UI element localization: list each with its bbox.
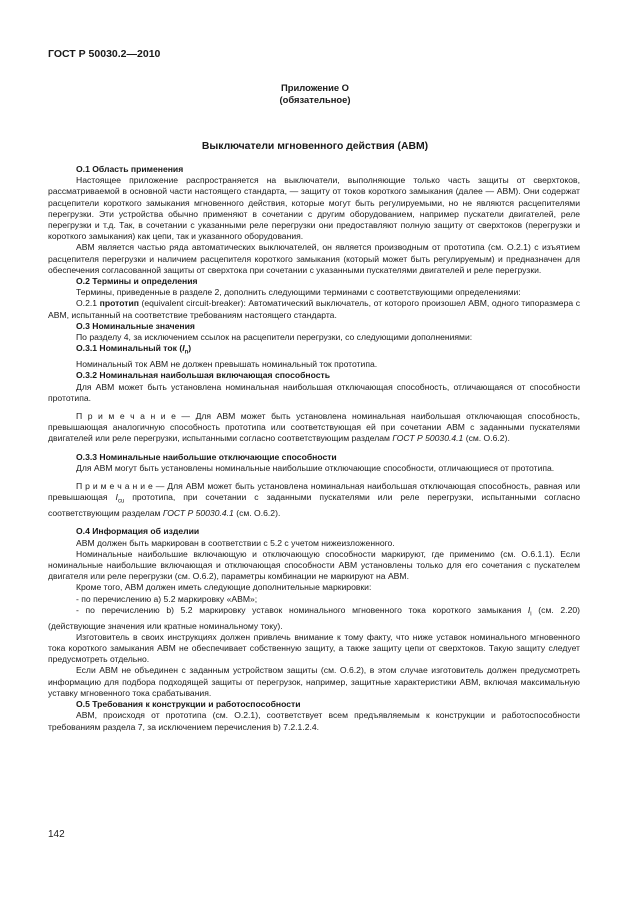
paragraph: Кроме того, АВМ должен иметь следующие дополнительные маркировки: [76, 582, 372, 593]
term-definition [48, 298, 580, 320]
section-heading-o3: О.3 Номинальные значения [76, 320, 195, 331]
section-heading-o2: О.2 Термины и определения [76, 276, 198, 287]
section-heading-o5: О.5 Требования к конструкции и работоспособности [76, 699, 301, 710]
paragraph: Изготовитель в своих инструкциях должен привлечь внимание к тому факту, что ниже уставок номинального мгновенного тока короткого замыкания АВМ не обеспечивает собственную защиту, а также защиту цепи от сверхтоков. Такую защиту следует предусмотреть отдельно. [48, 631, 580, 665]
annex-status: (обязательное) [279, 94, 351, 105]
note-label: П р и м е ч а н и е — [76, 410, 191, 421]
section-heading-o4: О.4 Информация об изделии [76, 526, 200, 537]
symbol-i: I [115, 492, 118, 503]
list-text: - по перечислению b) 5.2 маркировку уставок номинального мгновенного тока короткого замыкания [76, 604, 522, 615]
note [48, 411, 580, 445]
document-title: Выключатели мгновенного действия (АВМ) [201, 141, 429, 152]
paragraph: АВМ, происходя от прототипа (см. О.2.1), соответствует всем предъявляемым к конструкции и работоспособности требованиям раздела 7, за исключением перечисления b) 7.2.1.2.4. [48, 710, 580, 732]
paragraph: Настоящее приложение распространяется на выключатели, выполняющие только часть защиты от сверхтоков, рассматриваемой в основной части настоящего стандарта, — защиту от токов короткого замыкания (далее — АВМ). Они содержат расцепители короткого замыкания мгновенного действия, которые могут быть регулируемыми, но не являются расцепителями перегрузки. Эти устройства обычно применяют в сочетании с другим оборудованием, например пускатели двигателей, реле перегрузки и т.д. Так, в сочетании с указанными реле перегрузки они предоставляют полную защиту от сверхтоков (перегрузки и короткого замыкания) как цепи, так и указанного оборудования. [48, 175, 580, 242]
subsection-heading-o31 [48, 343, 580, 359]
paragraph: АВМ является частью ряда автоматических выключателей, он является производным от прототипа (см. О.2.1) с изъятием расцепителя перегрузки и наличием расцепителя короткого замыкания (который может быть регулируемым) и предназначен для обеспечения согласованной защиты от сверхтока при сочетании с указанными пускателями двигателей и реле перегрузки. [48, 242, 580, 275]
note-tail: (см. О.6.2). [236, 508, 281, 519]
note [48, 481, 580, 519]
note-label: П р и м е ч а н и е — [76, 481, 165, 491]
heading-close: ) [188, 343, 192, 354]
symbol-sub: n [184, 349, 189, 356]
term: прототип [99, 298, 139, 309]
term-number: О.2.1 [76, 298, 98, 309]
symbol-i: I [527, 604, 531, 615]
note-tail: (см. О.6.2). [465, 433, 510, 444]
note-reference: ГОСТ Р 50030.4.1 [392, 433, 464, 444]
paragraph: По разделу 4, за исключением ссылок на расцепители перегрузки, со следующими дополнениями: [76, 332, 473, 343]
section-heading-o1: О.1 Область применения [76, 164, 184, 174]
symbol-i: I [182, 343, 185, 354]
annex-heading [0, 82, 630, 106]
list-item [48, 605, 580, 632]
list-item: - по перечислению а) 5.2 маркировку «АВМ»; [76, 593, 258, 604]
symbol-sub: i [530, 611, 532, 618]
heading-text: О.3.1 Номинальный ток ( [76, 343, 183, 354]
note-reference: ГОСТ Р 50030.4.1 [162, 508, 234, 519]
note-text-2: прототипа, при сочетании с заданными пускателями или реле перегрузки, испытанными согласно соответствующим разделам [48, 492, 580, 519]
paragraph: Номинальный ток АВМ не должен превышать номинальный ток прототипа. [76, 359, 378, 370]
document-body [48, 164, 580, 733]
symbol-sub: cu [117, 498, 125, 505]
paragraph: Если АВМ не объединен с заданным устройством защиты (см. О.6.2), в этом случае изготовитель должен предусмотреть информацию для подбора подходящей защиты от перегрузок, например, защитные характеристики АВМ, включая максимальную уставку мгновенного тока срабатывания. [48, 665, 580, 698]
subsection-heading-o33: О.3.3 Номинальные наибольшие отключающие способности [76, 451, 337, 462]
paragraph: Для АВМ может быть установлена номинальная наибольшая отключающая способность, отличающаяся от способности прототипа. [48, 381, 580, 403]
subsection-heading-o32: О.3.2 Номинальная наибольшая включающая способность [76, 370, 331, 381]
paragraph: Номинальные наибольшие включающую и отключающую способности маркируют, где применимо (см. О.6.1.1). Если номинальные наибольшие включающая и отключающая способности АВМ установлены только для его сочетания с пускателем двигателя или реле перегрузки (см. О.6.2), параметры комбинации не маркируют на АВМ. [48, 548, 580, 582]
paragraph: Для АВМ могут быть установлены номинальные наибольшие отключающие способности, отличающиеся от прототипа. [76, 462, 555, 473]
note-text: Для АВМ может быть установлена номинальная наибольшая отключающая способность, превышающая аналогичную способность прототипа или соответствующая ей при сочетании АВМ с заданными пускателями двигателей или реле перегрузки, испытанными согласно соответствующим разделам [48, 410, 581, 444]
annex-title: Приложение О [281, 82, 349, 93]
standard-header: ГОСТ Р 50030.2—2010 [48, 48, 161, 60]
paragraph: Термины, приведенные в разделе 2, дополнить следующими терминами с соответствующими определениями: [76, 287, 521, 298]
term-text: (equivalent circuit-breaker): Автоматический выключатель, от которого произошел АВМ, одного типоразмера с АВМ, испытанный на соответствие требованиям настоящего стандарта. [48, 298, 581, 320]
list-text-2: (см. 2.20) (действующие значения или кратные номинальному току). [48, 604, 580, 631]
page-number: 142 [48, 829, 65, 840]
paragraph: АВМ должен быть маркирован в соответствии с 5.2 с учетом нижеизложенного. [76, 537, 395, 548]
note-text: Для АВМ может быть установлена номинальная наибольшая отключающая способность, равная или превышающая [48, 481, 580, 503]
